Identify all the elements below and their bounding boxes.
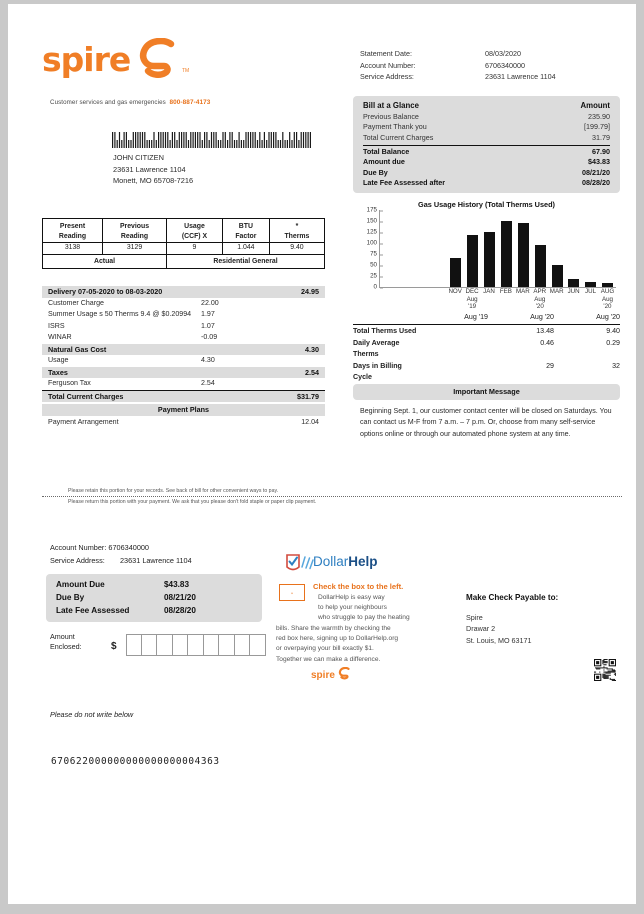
charge-section-header <box>42 286 325 298</box>
glance-row <box>363 133 610 143</box>
chart-bar-cell <box>447 210 464 287</box>
stub-amount-label: Due By <box>56 593 85 602</box>
meter-col-usage <box>167 219 223 243</box>
chart-x-label: JUL <box>585 288 597 295</box>
amount-digit-box[interactable] <box>250 634 266 656</box>
chart-bar-cell <box>515 210 532 287</box>
chart-bar <box>552 265 563 287</box>
usage-summary-v1 <box>422 361 488 384</box>
usage-summary-row <box>353 338 620 361</box>
spire-swirl-icon <box>138 38 178 80</box>
glance-total-value: $43.83 <box>588 157 610 167</box>
payable-line2: Drawar 2 <box>466 624 496 634</box>
usage-summary-label: Total Therms Used <box>353 327 417 336</box>
glance-row-value: 235.90 <box>588 112 610 121</box>
meter-header-line: Usage <box>184 223 205 230</box>
meter-footer-row <box>43 255 325 269</box>
chart-y-tick-mark <box>380 254 383 255</box>
charge-line <box>42 355 325 367</box>
meter-col-btu <box>222 219 269 243</box>
meter-read-type: Actual <box>43 255 167 269</box>
amount-enclosed-label <box>50 632 82 652</box>
chart-y-tick: 0 <box>374 284 380 291</box>
qr-code <box>594 659 616 681</box>
glance-total-rows <box>363 147 610 189</box>
stub-account-row <box>50 542 192 555</box>
chart-x-label: JUN <box>567 288 580 295</box>
amount-digit-box[interactable] <box>204 634 220 656</box>
account-number-label: Account Number: <box>360 60 416 70</box>
chart-group-label <box>447 296 464 310</box>
dollarhelp-body-line3: who struggle to pay the heating <box>318 614 410 622</box>
customer-name: JOHN CITIZEN <box>113 153 164 162</box>
amount-enclosed-line1: Amount <box>50 632 75 641</box>
chart-bar-cell <box>431 210 448 287</box>
charge-line <box>42 332 325 344</box>
glance-total-row <box>363 168 610 178</box>
glance-row-label: Payment Thank you <box>363 122 427 132</box>
chart-bar-cell <box>498 210 515 287</box>
amount-enclosed-input[interactable] <box>126 634 266 656</box>
chart-y-tick-mark <box>380 265 383 266</box>
glance-total-value: 08/21/20 <box>582 167 610 177</box>
charge-line-amount: 22.00 <box>201 298 219 307</box>
charge-line-desc: ISRS <box>48 321 65 330</box>
meter-therms: 9.40 <box>269 243 324 255</box>
chart-group-label <box>430 296 447 310</box>
chart-x-label <box>379 288 396 295</box>
dollarhelp-body-line7: Together we can make a difference. <box>276 655 381 663</box>
stub-amount-panel <box>46 574 262 622</box>
meter-header-line: Present <box>59 223 86 230</box>
chart-bar-cell <box>464 210 481 287</box>
glance-total-row <box>363 178 610 188</box>
chart-bar <box>585 282 596 287</box>
charge-section-header <box>42 344 325 356</box>
dollarhelp-spire-label: spire <box>311 670 335 681</box>
chart-title: Gas Usage History (Total Therms Used) <box>418 200 555 209</box>
chart-bars <box>380 210 616 287</box>
make-check-payable-title: Make Check Payable to: <box>466 593 559 602</box>
chart-y-tick-mark <box>380 243 383 244</box>
chart-x-label <box>396 288 413 295</box>
stub-service-label: Service Address: <box>50 555 105 565</box>
charge-line-amount: 1.97 <box>201 310 215 318</box>
usage-summary-divider <box>353 324 620 325</box>
glance-total-row <box>363 157 610 167</box>
dollarhelp-body-line1: DollarHelp is easy way <box>318 594 385 601</box>
chart-x-label: NOV <box>448 288 462 295</box>
charge-line-desc: Usage <box>48 356 69 364</box>
meter-rate-class: Residential General <box>167 255 325 269</box>
amount-digit-box[interactable] <box>235 634 251 656</box>
brand-name: spire <box>42 40 131 79</box>
meter-present-reading: 3138 <box>43 243 103 255</box>
glance-row-value: 31.79 <box>592 132 610 142</box>
meter-header-line: Reading <box>58 232 87 240</box>
charge-section-label: Taxes <box>48 367 68 377</box>
chart-bar <box>535 245 546 287</box>
chart-group-label <box>582 296 599 310</box>
charge-line-amount: 4.30 <box>201 356 215 364</box>
stub-amount-value: 08/28/20 <box>164 606 196 615</box>
account-number-row <box>360 60 620 72</box>
stub-amount-value: 08/21/20 <box>164 593 196 602</box>
dollarhelp-body-bottom <box>276 624 398 665</box>
meter-header-row <box>43 219 325 243</box>
important-message-body: Beginning Sept. 1, our customer contact center will be closed on Saturdays. You can contact us M-F from 7 a.m. – 7 p.m. Or, choose from many self-service options online or through our automated phone system at any time. <box>360 407 612 438</box>
glance-total-row <box>363 147 610 157</box>
glance-rows <box>363 112 610 143</box>
dollarhelp-checkbox[interactable] <box>279 584 305 601</box>
chart-bar-cell <box>549 210 566 287</box>
chart-bar <box>484 232 495 287</box>
glance-divider <box>363 145 610 146</box>
chart-y-tick: 50 <box>370 262 380 269</box>
chart-group-label <box>379 296 396 310</box>
charge-section-label: Natural Gas Cost <box>48 344 107 354</box>
customer-address-block <box>113 152 193 187</box>
chart-y-tick: 100 <box>367 240 380 247</box>
service-address-value: 23631 Lawrence 1104 <box>485 72 556 82</box>
customer-service-phone: 800-887-4173 <box>169 99 211 106</box>
dollarhelp-headline: Check the box to the left. <box>313 582 404 591</box>
charge-line-amount: 2.54 <box>201 379 215 387</box>
chart-x-label: APR <box>533 288 547 295</box>
amount-enclosed-line2: Enclosed: <box>50 642 82 651</box>
glance-total-label: Amount due <box>363 157 405 167</box>
chart-bar-cell <box>565 210 582 287</box>
usage-summary-v3: 0.29 <box>606 338 620 347</box>
return-portion-note: Please return this portion with your payment. We ask that you please don't fold staple or paper clip payment. <box>68 499 317 505</box>
dollarhelp-name-part1: Dollar <box>313 554 349 569</box>
payment-plans-rows <box>42 416 325 428</box>
usage-summary-header-row <box>353 312 620 323</box>
service-address-label: Service Address: <box>360 72 414 82</box>
dollarhelp-wordmark <box>313 554 378 569</box>
usage-col-2: Aug '20 <box>530 313 554 321</box>
charge-line <box>42 309 325 321</box>
charge-section-amount: 2.54 <box>305 367 319 377</box>
glance-row <box>363 122 610 132</box>
meter-value-row <box>43 243 325 255</box>
meter-header-line: Factor <box>235 232 257 240</box>
amount-digit-box[interactable] <box>157 634 173 656</box>
customer-service-line <box>50 99 210 106</box>
chart-group-label <box>514 296 531 310</box>
glance-amount-header: Amount <box>580 101 610 110</box>
amount-digit-box[interactable] <box>173 634 189 656</box>
total-current-charges-row <box>42 390 325 403</box>
meter-header-line: (CCF) X <box>181 232 208 240</box>
payable-line3: St. Louis, MO 63171 <box>466 635 532 645</box>
usage-col-3: Aug '20 <box>596 313 620 321</box>
meter-col-therms <box>269 219 324 243</box>
chart-y-tick: 25 <box>370 273 380 280</box>
retain-portion-note: Please retain this portion for your records. See back of bill for other convenient ways to pay. <box>68 488 279 494</box>
chart-bar <box>450 258 461 287</box>
chart-bar-cell <box>599 210 616 287</box>
chart-bar <box>518 223 529 287</box>
chart-y-tick: 175 <box>367 207 380 214</box>
currency-symbol: $ <box>111 641 117 652</box>
stub-account-info <box>50 542 192 567</box>
chart-bar-cell <box>582 210 599 287</box>
total-current-charges-amount: $31.79 <box>297 391 319 401</box>
meter-header-line: Therms <box>284 232 310 240</box>
stub-amount-row <box>56 604 252 617</box>
stub-amount-label: Late Fee Assessed <box>56 606 130 615</box>
stub-service-value: 23631 Lawrence 1104 <box>120 555 192 565</box>
meter-header-line: BTU <box>238 223 253 230</box>
usage-summary-v3: 9.40 <box>606 327 620 336</box>
chart-y-tick: 125 <box>367 229 380 236</box>
glance-total-label: Late Fee Assessed after <box>363 177 446 187</box>
dollarhelp-body-line4: bills. Share the warmth by checking the <box>276 625 391 632</box>
chart-y-tick: 150 <box>367 218 380 225</box>
payment-plan-label: Payment Arrangement <box>48 418 119 426</box>
glance-row-label: Previous Balance <box>363 112 419 121</box>
amount-digit-box[interactable] <box>219 634 235 656</box>
stub-amount-row <box>56 591 252 604</box>
glance-total-label: Total Balance <box>363 146 410 156</box>
micr-scanline: 670622000000000000000004363 <box>51 756 220 767</box>
customer-address-line1: 23631 Lawrence 1104 <box>113 164 186 174</box>
usage-summary-v2: 29 <box>546 361 554 370</box>
meter-btu-factor: 1.044 <box>222 243 269 255</box>
chart-x-label: FEB <box>499 288 512 295</box>
amount-digit-box[interactable] <box>188 634 204 656</box>
usage-summary-rows <box>353 326 620 383</box>
charge-line-desc: WINAR <box>48 333 72 341</box>
dollarhelp-spire-logo <box>311 667 351 681</box>
charge-line-desc: Customer Charge <box>48 298 104 307</box>
glance-total-value: 08/28/20 <box>582 177 610 187</box>
chart-x-label: MAR <box>549 288 564 295</box>
charge-line-amount: 1.07 <box>201 321 215 330</box>
chart-x-label: AUG <box>600 288 615 295</box>
charge-line-desc: Summer Usage s 50 Therms 9.4 @ $0.20994 <box>48 310 192 318</box>
usage-summary-table <box>353 312 620 383</box>
glance-header-row <box>363 100 610 112</box>
meter-col-previous <box>102 219 166 243</box>
chart-bar <box>467 235 478 287</box>
dollarhelp-name-part2: Help <box>348 554 378 569</box>
charge-section-amount: 4.30 <box>305 344 319 354</box>
bill-at-a-glance-panel <box>353 96 620 193</box>
trademark-symbol: TM <box>182 68 190 74</box>
dollarhelp-body-top <box>318 593 410 624</box>
chart-plot-area <box>366 206 616 291</box>
chart-group-label <box>413 296 430 310</box>
spire-logo <box>42 40 212 86</box>
chart-y-tick-mark <box>380 287 383 288</box>
chart-y-tick-mark <box>380 276 383 277</box>
charge-line-desc: Ferguson Tax <box>48 379 91 387</box>
chart-group-label <box>548 296 565 310</box>
chart-x-label: DEC <box>465 288 479 295</box>
stub-amount-value: $43.83 <box>164 580 190 589</box>
meter-header-line: Previous <box>119 223 150 230</box>
charge-section-amount: 24.95 <box>301 287 319 296</box>
charge-line <box>42 298 325 310</box>
do-not-write-below-note: Please do not write below <box>50 710 134 719</box>
chart-bar-cell <box>414 210 431 287</box>
statement-date-label: Statement Date: <box>360 49 412 58</box>
chart-x-label <box>413 288 430 295</box>
chart-x-axis-labels <box>379 288 616 295</box>
account-number-value: 6706340000 <box>485 60 525 70</box>
chart-group-label: Aug '19 <box>466 296 478 310</box>
meter-usage-ccf: 9 <box>167 243 223 255</box>
usage-summary-v1 <box>422 338 488 361</box>
usage-col-1: Aug '19 <box>464 313 488 321</box>
chart-y-tick-mark <box>380 210 383 211</box>
glance-row-value: [199.79] <box>584 122 610 132</box>
chart-bar <box>602 283 613 287</box>
stub-service-row <box>50 555 192 568</box>
chart-x-label <box>430 288 447 295</box>
stub-amount-row <box>56 578 252 591</box>
meter-previous-reading: 3129 <box>102 243 166 255</box>
meter-reading-table <box>42 218 325 269</box>
chart-bar <box>568 279 579 287</box>
chart-group-year-labels <box>379 296 616 310</box>
stub-account-label: Account Number: <box>50 543 107 552</box>
statement-date-row <box>360 48 620 60</box>
usage-summary-label: Days in Billing Cycle <box>353 361 402 382</box>
glance-title: Bill at a Glance <box>363 101 419 110</box>
charges-detail <box>42 286 325 402</box>
important-message-title: Important Message <box>353 384 620 400</box>
payment-plan-row <box>42 416 325 428</box>
chart-group-label <box>565 296 582 310</box>
usage-summary-v3: 32 <box>612 361 620 370</box>
usage-summary-row <box>353 361 620 384</box>
charge-section-header <box>42 367 325 379</box>
chart-x-label: MAR <box>515 288 530 295</box>
meter-header-line: * <box>295 223 299 230</box>
postal-barcode <box>112 132 312 148</box>
dollarhelp-body-line6: or overpaying your bill exactly $1. <box>276 645 374 653</box>
spire-swirl-small-icon <box>338 667 351 680</box>
chart-bar <box>501 221 512 287</box>
glance-row <box>363 112 610 122</box>
payable-line1: Spire <box>466 613 483 622</box>
amount-digit-box[interactable] <box>142 634 158 656</box>
usage-summary-label: Daily Average Therms <box>353 338 400 359</box>
chart-bar-cell <box>481 210 498 287</box>
charge-line-amount: -0.09 <box>201 333 218 341</box>
chart-y-tick-mark <box>380 232 383 233</box>
payable-address <box>466 612 532 646</box>
chart-bar-cell <box>532 210 549 287</box>
gas-usage-chart <box>353 200 620 310</box>
payment-plans-panel <box>42 404 325 428</box>
chart-x-label: JAN <box>483 288 495 295</box>
glance-total-label: Due By <box>363 167 388 177</box>
bill-page <box>8 4 636 904</box>
payment-plan-value: 12.04 <box>301 418 319 426</box>
amount-digit-box[interactable] <box>126 634 142 656</box>
stub-account-value: 6706340000 <box>108 543 149 552</box>
meter-header-line: Reading <box>120 232 149 240</box>
customer-address-line2: Monett, MO 65708-7216 <box>113 176 194 186</box>
chart-group-label <box>481 296 498 310</box>
chart-group-label: Aug '20 <box>601 296 613 310</box>
dollarhelp-body-line2: to help your neighbours <box>318 604 387 612</box>
charge-line <box>42 321 325 333</box>
statement-info <box>360 48 620 83</box>
glance-total-value: 67.90 <box>592 146 610 156</box>
dollarhelp-checkbox-mark: × <box>290 590 294 595</box>
statement-date-value: 08/03/2020 <box>485 49 521 58</box>
chart-group-label <box>497 296 514 310</box>
chart-group-label <box>396 296 413 310</box>
usage-summary-v2: 0.46 <box>540 338 554 347</box>
usage-summary-row <box>353 326 620 337</box>
chart-y-tick-mark <box>380 221 383 222</box>
payment-plans-title: Payment Plans <box>42 404 325 416</box>
usage-summary-v2: 13.48 <box>536 327 554 336</box>
glance-row-label: Total Current Charges <box>363 132 434 142</box>
meter-col-present <box>43 219 103 243</box>
chart-y-tick: 75 <box>370 251 380 258</box>
charge-line <box>42 378 325 390</box>
service-address-row <box>360 71 620 83</box>
chart-bar-cell <box>397 210 414 287</box>
perforation-divider <box>42 496 622 497</box>
dollarhelp-body-line5: red box here, signing up to DollarHelp.org <box>276 635 399 643</box>
total-current-charges-label: Total Current Charges <box>48 391 124 401</box>
customer-service-text: Customer services and gas emergencies <box>50 99 166 106</box>
chart-group-label: Aug '20 <box>534 296 546 310</box>
usage-summary-v1 <box>422 326 488 337</box>
charge-section-label: Delivery 07-05-2020 to 08-03-2020 <box>48 287 163 296</box>
stub-amount-label: Amount Due <box>56 580 105 589</box>
